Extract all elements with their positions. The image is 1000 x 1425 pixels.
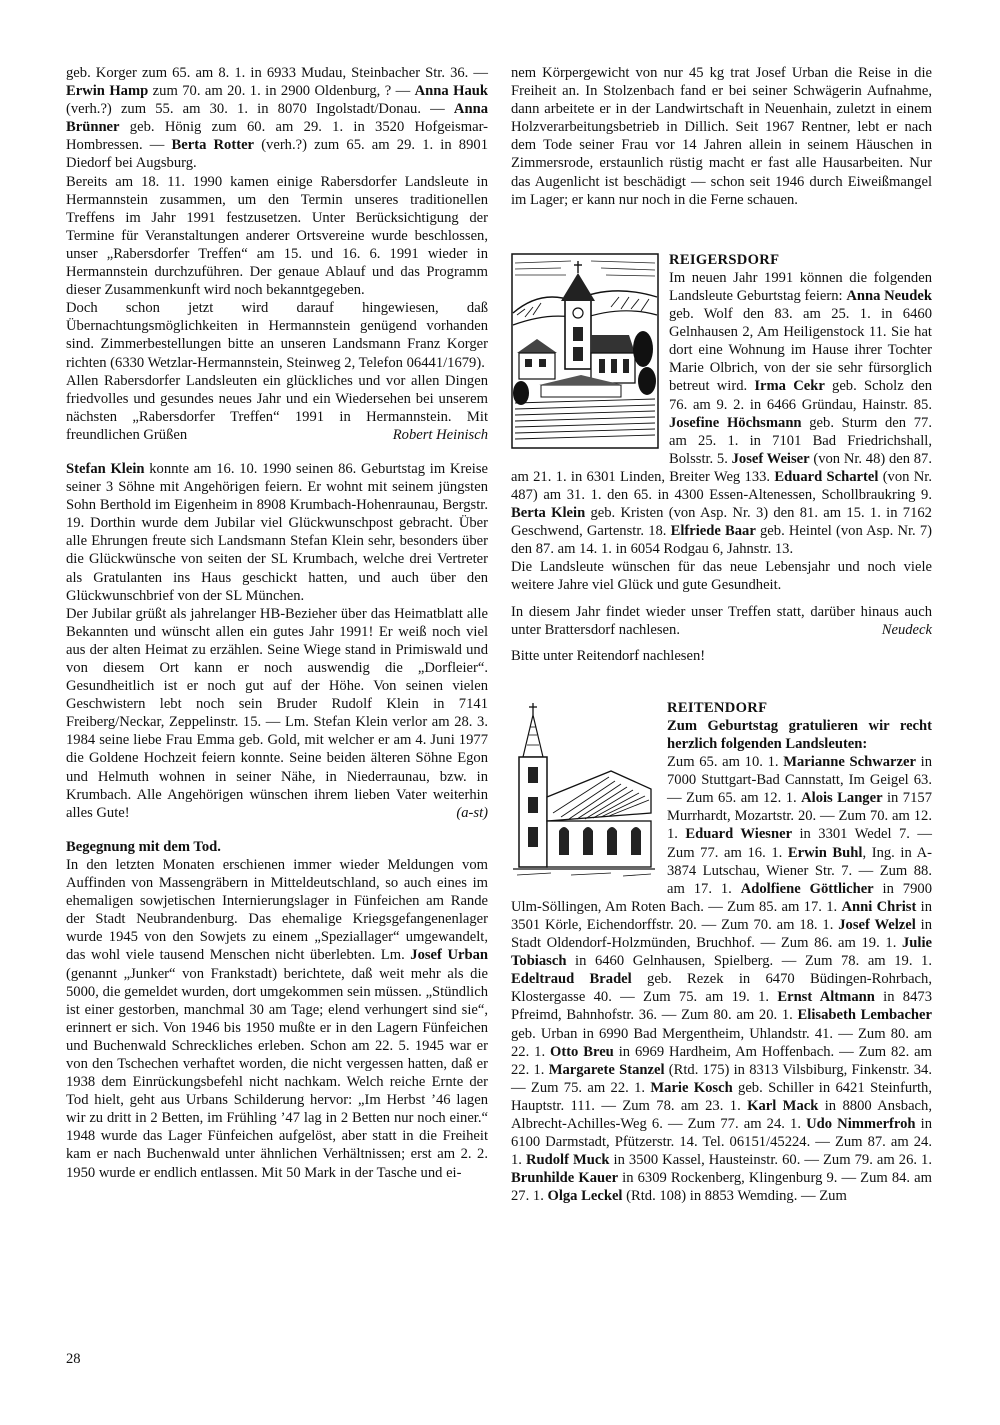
village-church-drawing bbox=[511, 253, 659, 449]
person-name: Edeltraud Bradel bbox=[511, 971, 632, 988]
person-name: Adolfiene Göttlicher bbox=[740, 880, 874, 897]
person-name: Irma Cekr bbox=[754, 378, 825, 395]
allen-text: Allen Rabersdorfer Landsleuten ein glückliches und vor allen Dingen friedvolles und gesundes neues Jahr und ein Wiedersehen bei unserem nächsten „Rabersdorfer Treffen“ 1991 in Hermannstein. Mit freundlichen Grüßen bbox=[66, 372, 488, 443]
person-name: Eduard Schartel bbox=[774, 468, 879, 485]
korger-paragraph bbox=[66, 64, 488, 173]
heading-reigersdorf: REIGERSDORF bbox=[669, 251, 780, 268]
person-name: Josef Weiser bbox=[731, 450, 810, 467]
text-segment: in 6309 Rockenberg, Klingenburg 9. — Zum 84. am 27. 1. bbox=[511, 1170, 932, 1205]
text-segment: geb. Scholz den 76. am 9. 2. in 6466 Gründau, Hainstr. 85. bbox=[669, 378, 932, 413]
treffen-text: In diesem Jahr findet wieder unser Treffen statt, darüber hinaus auch unter Brattersdorf nachlesen. bbox=[511, 603, 932, 638]
person-name: Udo Nimmerfroh bbox=[806, 1115, 916, 1132]
signature-heinisch: Robert Heinisch bbox=[392, 426, 488, 443]
person-name: Alois Langer bbox=[801, 790, 883, 807]
person-name: Olga Leckel bbox=[547, 1188, 623, 1205]
page-number: 28 bbox=[66, 1351, 81, 1367]
heading-tod: Begegnung mit dem Tod. bbox=[66, 838, 221, 855]
person-name: Marianne Schwarzer bbox=[783, 754, 916, 771]
text-segment: in 3500 Kassel, Hausteinstr. 60. — Zum 79. am 26. 1. bbox=[609, 1152, 932, 1169]
signature-ast: (a-st) bbox=[456, 804, 488, 821]
person-name: Anna Hauk bbox=[414, 83, 488, 100]
text-segment: in 8473 Pfreimd, Bahnhofstr. 36. — Zum 80. am 20. 1. bbox=[511, 989, 932, 1024]
text-segment: konnte am 16. 10. 1990 seinen 86. Geburtstag im Kreise seiner 3 Söhne mit Angehörigen feiern. Er wohnt mit seinem jüngsten Sohn Berthold im Eigenheim in 8908 Krumbach-Hohenraunau, Bergstr. 19. Dorthin wurde dem Jubilar viel Glückwunschpost gebracht. Über alle Ehrungen freute sich Landsmann Stefan Klein sehr, besonders über die Glückwünsche von seiten der SL Krumbach, welche drei Vertreter als Gratulanten ins Haus geschickt hatten, und auch über den Glückwunschbrief von der SL München. bbox=[66, 460, 488, 604]
person-name: Marie Kosch bbox=[650, 1079, 733, 1096]
text-segment: In den letzten Monaten erschienen immer wieder Meldungen vom Auffinden von Massengräbern in Mitteldeutschland, so auch eines im ehemaligen sowjetischen Internierungslager in Fünfeichen am Rande der Stadt Neubrandenburg. Das ehemalige Kriegsgefangenenlager wurde 1945 von den Sowjets zu einem „Speziallager“ umgewandelt, das wohl viele tausend Menschen nicht überlebten. Lm. bbox=[66, 856, 488, 964]
text-segment: in 3501 Körle, Eichendorffstr. 20. — Zum 70. am 18. 1. bbox=[511, 898, 933, 933]
person-name: Otto Breu bbox=[549, 1043, 614, 1060]
person-name: Rudolf Muck bbox=[525, 1152, 610, 1169]
text-segment: (genannt „Junker“ von Frankstadt) berichtete, daß weit mehr als die 5000, die gemeldet wurden, dort umgekommen sein müssen. „Stündlich ist einer gestorben, manchmal 30 am Tage; elend verhungert sind sie“, erinnert er sich. Von 1946 bis 1950 mußte er in den Lagern Fünfeichen und Buchenwald Schreckliches erleben. Schon am 22. 5. 1945 war er von den Tschechen verhaftet worden, die nicht vergessen hatten, daß er 1938 dem Einrückungsbefehl nicht nachkam. Welch reiche Ernte der Tod hielt, geht aus Urbans Schilderung hervor: „Im Herbst ’46 lagen wir zu dritt in 2 Betten, im Frühling ’47 lag in 2 Betten nur noch einer.“ 1948 wurde das Lager Fünfeichen aufgelöst, aber statt in die Freiheit kam er nach Buchenwald unter ähnlichen Verhältnissen; erst am 2. 2. 1950 wurde er endlich entlassen. Mit 50 Mark in der Tasche und ei- bbox=[66, 965, 488, 1181]
subheading-reitendorf: Zum Geburtstag gratulieren wir recht herzlich folgenden Landsleuten: bbox=[667, 717, 932, 752]
jubilar-paragraph bbox=[66, 605, 488, 822]
person-name: Brunhilde Kauer bbox=[511, 1170, 619, 1187]
person-name: Erwin Hamp bbox=[66, 83, 149, 100]
text-segment: in 7157 Murrhardt, Mozartstr. 20. — Zum 70. am 12. 1. bbox=[667, 790, 932, 843]
text-segment: (von Nr. 48) den 87. am 21. 1. in 6301 Linden, Breiter Weg 133. bbox=[511, 450, 932, 485]
signature-neudeck: Neudeck bbox=[881, 621, 932, 638]
reitendorf-church-illustration bbox=[511, 701, 657, 881]
text-segment: geb. Kristen (von Asp. Nr. 3) den 81. am 15. 1. in 7162 Geschwend, Gartenstr. 18. bbox=[511, 505, 932, 540]
text-segment: in 6460 Gelnhausen, Spielberg. — Zum 78. am 19. 1. bbox=[566, 953, 932, 970]
spacer bbox=[66, 444, 488, 460]
urban-continued-paragraph: nem Körpergewicht von nur 45 kg trat Josef Urban die Reise in die Freiheit an. In Stolzenbach fand er bei seiner Schwägerin Aufnahme, dann arbeitete er in der Landwirtschaft in Neuenhain, zuletzt in einem Holzverarbeitungsbetrieb in Dillich. Seit 1967 Rentner, lebt er nach dem Tode seiner Frau vor 14 Jahren allein in seinem Häuschen in Zimmersrode, erstaunlich rüstig macht er fast alle Hausarbeiten. Nur das Augenlicht ist beschädigt — schon seit 1946 durch Eiweißmangel im Lager; er kann nur noch in die Ferne schauen. bbox=[511, 65, 932, 208]
person-name: Anni Christ bbox=[841, 898, 917, 915]
text-segment: in 6969 Hardheim, Am Hoffenbach. — Zum 82. am 22. 1. bbox=[511, 1043, 932, 1078]
person-name: Josef Welzel bbox=[838, 916, 916, 933]
person-name: Elfriede Baar bbox=[670, 523, 756, 540]
text-segment: geb. Hönig zum 60. am 29. 1. in 3520 Hofgeismar-Hombressen. — bbox=[66, 119, 488, 154]
person-name: Berta Klein bbox=[511, 505, 586, 522]
person-name: Anna Brünner bbox=[66, 101, 488, 136]
text-segment: geb. Wolf den 83. am 25. 1. in 6460 Gelnhausen 2, Am Heiligenstock 11. Sie hat dort eine Wohnung im Hause ihrer Tochter Marie Olbrich, von der sie sehr fürsorglich betreut wird. bbox=[669, 306, 932, 395]
klein-paragraph bbox=[66, 460, 488, 605]
person-name: Karl Mack bbox=[747, 1097, 819, 1114]
person-name: Ernst Altmann bbox=[777, 989, 875, 1006]
text-segment: (verh.?) zum 65. am 29. 1. in 8901 Diedorf bei Augsburg. bbox=[66, 137, 488, 172]
text-segment: , Ing. in A-3874 Lutschau, Wiener Str. 7. — Zum 88. am 17. 1. bbox=[667, 844, 932, 897]
text-segment: geb. Sturm den 77. am 25. 1. in 7101 Bad Friedrichshall, Bolsstr. 5. bbox=[669, 414, 933, 467]
reigersdorf-village-illustration bbox=[511, 253, 659, 449]
spacer bbox=[511, 209, 932, 251]
person-name: Margarete Stanzel bbox=[548, 1061, 665, 1078]
person-name: Anna Neudek bbox=[846, 287, 932, 304]
text-segment: (Rtd. 175) in 8313 Vilsbiburg, Finkenstr. 34. — Zum 75. am 22. 1. bbox=[511, 1061, 933, 1096]
bitte-paragraph: Bitte unter Reitendorf nachlesen! bbox=[511, 647, 706, 664]
jubilar-text: Der Jubilar grüßt als jahrelanger HB-Bezieher über das Heimatblatt alle Bekannten und wünscht allen ein gutes Jahr 1991! Er weiß noch viel aus der alten Heimat zu erzählen. Seine Wiege stand in Primiswald und von diesem Ort kann er noch auswendig die „Dorfleier“. Gesundheitlich ist er noch gut auf der Höhe. Von seinen vielen Geschwistern lebt noch sein Bruder Rudolf Klein in 7141 Freiberg/Neckar, Zeppelinstr. 15. — Lm. Stefan Klein verlor am 28. 3. 1984 seine liebe Frau Emma geb. Gold, mit welcher er am 4. Juni 1977 die Goldene Hochzeit feiern konnte. Seine beiden älteren Söhne Egon und Helmuth wohnen in seiner Nähe, in Niederraunau, bzw. in Krumbach. Alle Angehörigen wünschen ihrem lieben Vater weiterhin alles Gute! bbox=[66, 605, 488, 821]
text-segment: geb. Schiller in 6421 Steinfurth, Hauptstr. 111. — Zum 78. am 23. 1. bbox=[511, 1079, 932, 1114]
text-segment: geb. Korger zum 65. am 8. 1. in 6933 Mudau, Steinbacher Str. 36. — bbox=[66, 65, 488, 81]
spacer bbox=[511, 639, 932, 647]
text-segment: in 8800 Ansbach, Albrecht-Achilles-Weg 6. — Zum 77. am 24. 1. bbox=[511, 1097, 932, 1132]
text-segment: geb. Heintel (von Asp. Nr. 7) den 87. am 14. 1. in 6054 Rodgau 6, Jahnstr. 13. bbox=[511, 523, 933, 558]
spacer bbox=[511, 595, 932, 603]
person-name: Eduard Wiesner bbox=[685, 826, 793, 843]
text-segment: in 7000 Stuttgart-Bad Cannstatt, Im Geigel 63. — Zum 65. am 12. 1. bbox=[667, 754, 932, 807]
text-segment: zum 70. am 20. 1. in 2900 Oldenburg, ? — bbox=[148, 83, 415, 100]
allen-paragraph bbox=[66, 372, 488, 444]
person-name: Julie Tobiasch bbox=[511, 935, 932, 970]
person-name: Erwin Buhl bbox=[787, 844, 863, 861]
church-drawing bbox=[511, 701, 657, 881]
text-segment: in 6100 Darmstadt, Pfützerstr. 14. Tel. 06151/45224. — Zum 87. am 24. 1. bbox=[511, 1115, 933, 1169]
doch-paragraph: Doch schon jetzt wird darauf hingewiesen, daß Übernachtungsmöglichkeiten in Hermannstein genügend vorhanden sind. Zimmerbestellungen bitte an unseren Landsmann Franz Korger richten (6330 Wetzlar-Hermannstein, Steinweg 2, Telefon 06441/1679). bbox=[66, 300, 488, 371]
wunsch-paragraph: Die Landsleute wünschen für das neue Lebensjahr und noch viele weitere Jahre viel Glück und gute Gesundheit. bbox=[511, 559, 932, 594]
heading-reitendorf: REITENDORF bbox=[667, 699, 768, 716]
text-segment: in 3301 Wedel 7. — Zum 77. am 16. 1. bbox=[667, 826, 932, 861]
person-name: Stefan Klein bbox=[66, 460, 145, 477]
text-segment: (verh.?) zum 55. am 30. 1. in 8070 Ingolstadt/Donau. — bbox=[66, 101, 454, 118]
treffen-paragraph bbox=[511, 603, 932, 639]
text-segment: Zum 65. am 10. 1. bbox=[667, 754, 784, 771]
left-column bbox=[66, 64, 488, 1182]
spacer bbox=[66, 822, 488, 838]
text-segment: (von Nr. 487) am 31. 1. den 65. in 4300 Essen-Altenessen, Schollbraukring 9. bbox=[511, 468, 932, 503]
text-segment: geb. Urban in 6990 Bad Mergentheim, Uhlandstr. 41. — Zum 80. am 22. 1. bbox=[511, 1025, 932, 1060]
text-segment: in 7900 Ulm-Söllingen, Am Roten Bach. — Zum 85. am 17. 1. bbox=[511, 880, 932, 915]
text-segment: in Stadt Oldendorf-Holzmünden, Bruchhof. — Zum 86. am 19. 1. bbox=[511, 916, 932, 952]
spacer bbox=[511, 665, 932, 699]
person-name: Berta Rotter bbox=[171, 137, 255, 154]
person-name: Josef Urban bbox=[410, 947, 488, 964]
bereits-paragraph: Bereits am 18. 11. 1990 kamen einige Rabersdorfer Landsleute in Hermannstein zusammen, um den Termin unseres traditionellen Treffens im Jahr 1991 festzusetzen. Unter Berücksichtigung der Termine für Veranstaltungen anderer Ortsvereine wurde beschlossen, unser „Rabersdorfer Treffen“ am 15. und 16. 6. 1991 wieder in Hermannstein durchzuführen. Der genaue Ablauf und das Programm dieser Zusammenkunft wird noch bekanntgegeben. bbox=[66, 173, 488, 299]
right-column bbox=[511, 64, 932, 1205]
text-segment: geb. Rezek in 6470 Büdingen-Rohrbach, Klostergasse 40. — Zum 75. am 19. 1. bbox=[511, 971, 932, 1006]
person-name: Elisabeth Lembacher bbox=[797, 1007, 932, 1024]
text-segment: Im neuen Jahr 1991 können die folgenden Landsleute Geburtstag feiern: bbox=[669, 269, 932, 304]
text-segment: (Rtd. 108) in 8853 Wemding. — Zum bbox=[622, 1188, 847, 1205]
tod-paragraph bbox=[66, 856, 488, 1182]
person-name: Josefine Höchsmann bbox=[669, 414, 802, 431]
